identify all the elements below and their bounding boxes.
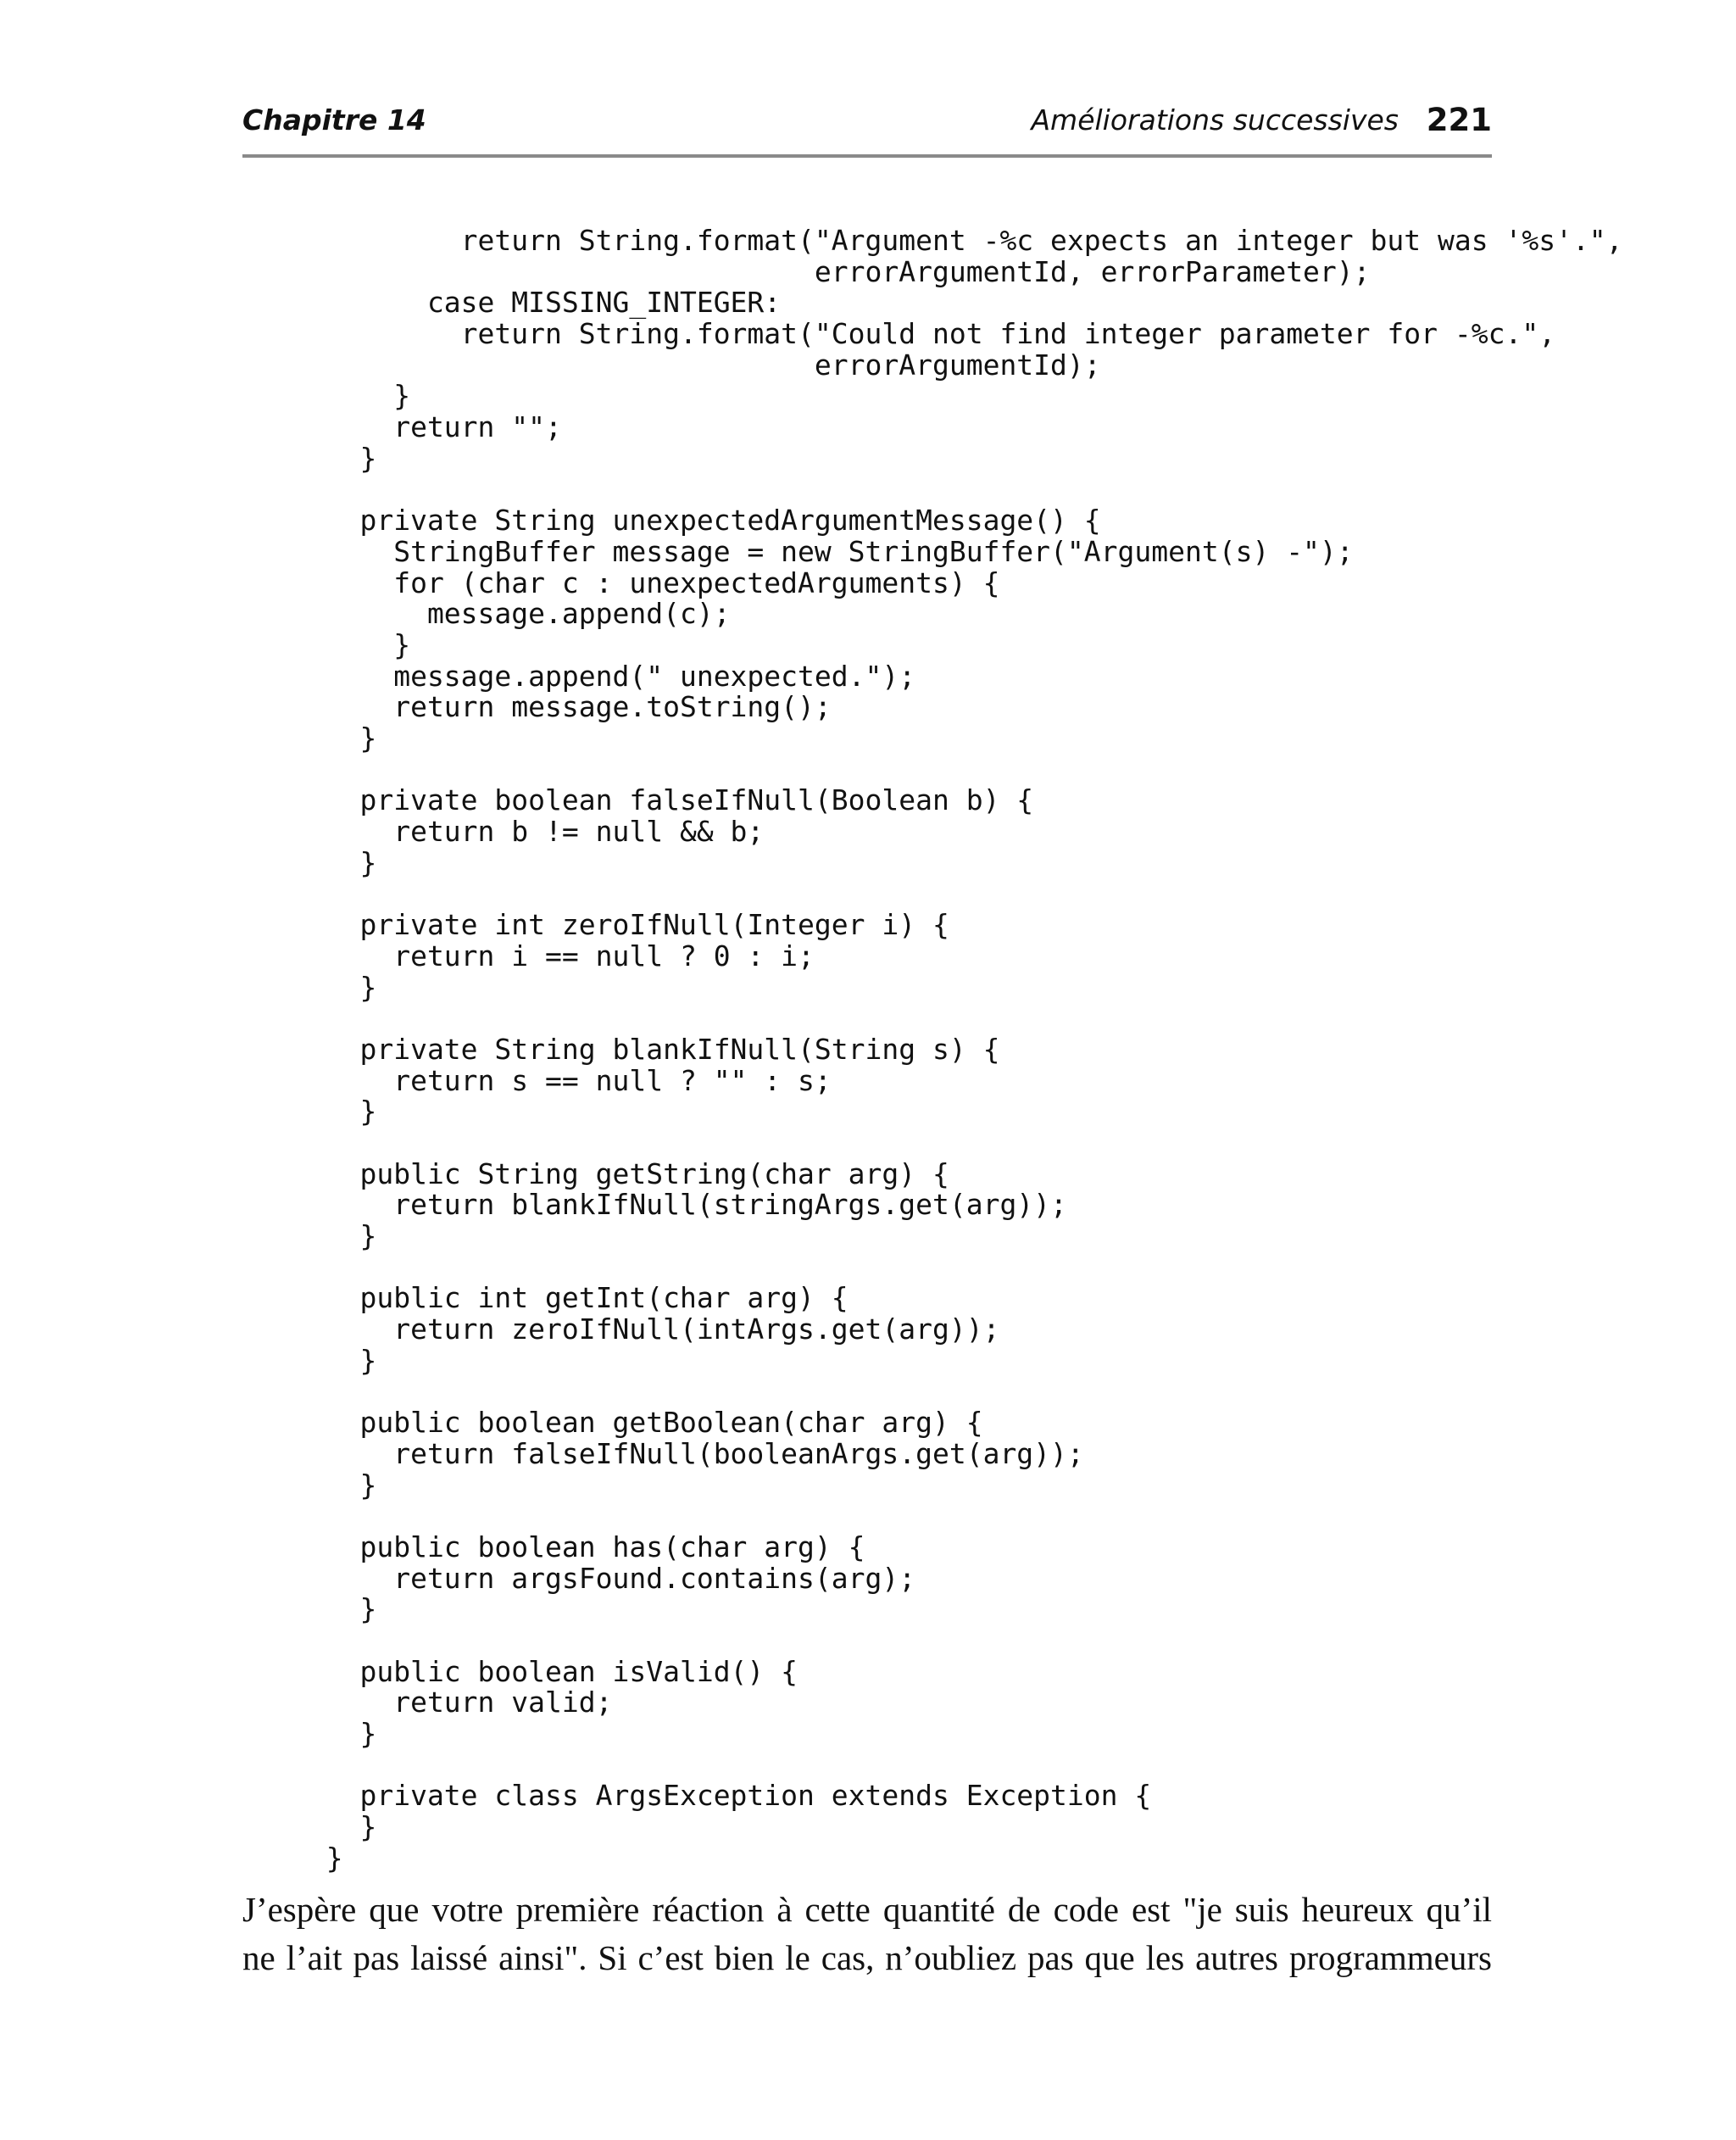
code-line: return argsFound.contains(arg); xyxy=(292,1561,916,1595)
code-line: return zeroIfNull(intArgs.get(arg)); xyxy=(292,1312,1000,1346)
code-line: message.append(c); xyxy=(292,597,731,631)
code-line: errorArgumentId); xyxy=(292,348,1101,382)
code-line xyxy=(292,878,1623,910)
code-line: } xyxy=(292,970,377,1004)
code-line: return blankIfNull(stringArgs.get(arg)); xyxy=(292,1188,1067,1222)
code-line xyxy=(292,1750,1623,1781)
body-paragraph xyxy=(242,1886,1492,1982)
chapter-label: Chapitre 14 xyxy=(242,103,426,137)
code-line: case MISSING_INTEGER: xyxy=(292,286,782,320)
code-line: return s == null ? "" : s; xyxy=(292,1063,832,1097)
code-line: return String.format("Could not find integer parameter for -%c.", xyxy=(292,317,1556,351)
code-line xyxy=(292,475,1623,506)
page-header xyxy=(242,100,1492,158)
code-line: } xyxy=(292,722,377,755)
code-line: return valid; xyxy=(292,1686,613,1719)
code-line: } xyxy=(292,1810,377,1844)
code-line: private class ArgsException extends Exception { xyxy=(292,1779,1152,1813)
body-line: ne l’ait pas laissé ainsi". Si c’est bien le cas, n’oubliez pas que les autres programmeurs xyxy=(242,1938,1492,1977)
code-line xyxy=(292,755,1623,786)
code-line: StringBuffer message = new StringBuffer("Argument(s) -"); xyxy=(292,534,1354,568)
code-line: } xyxy=(292,1219,377,1252)
code-line: } xyxy=(292,1717,377,1750)
section-title: Améliorations successives xyxy=(1031,103,1399,137)
code-line: return b != null && b; xyxy=(292,815,765,849)
code-line: } xyxy=(292,1841,343,1875)
code-line: } xyxy=(292,379,411,413)
code-line: } xyxy=(292,1095,377,1129)
code-line: public boolean has(char arg) { xyxy=(292,1530,865,1563)
code-line: return i == null ? 0 : i; xyxy=(292,939,815,972)
code-listing xyxy=(292,226,1623,1874)
code-line: return message.toString(); xyxy=(292,690,832,724)
code-line: private String blankIfNull(String s) { xyxy=(292,1032,1000,1066)
code-line xyxy=(292,1376,1623,1407)
page-number: 221 xyxy=(1426,102,1492,138)
code-line: public boolean getBoolean(char arg) { xyxy=(292,1406,983,1440)
code-line: public int getInt(char arg) { xyxy=(292,1281,849,1315)
code-line: public String getString(char arg) { xyxy=(292,1156,949,1190)
code-line: message.append(" unexpected."); xyxy=(292,659,916,693)
code-line: errorArgumentId, errorParameter); xyxy=(292,254,1371,288)
code-line xyxy=(292,1128,1623,1159)
body-line: J’espère que votre première réaction à cette quantité de code est "je suis heureux qu’il xyxy=(242,1890,1492,1929)
code-line: } xyxy=(292,1343,377,1377)
code-line: return ""; xyxy=(292,410,562,444)
code-line: } xyxy=(292,441,377,475)
code-line xyxy=(292,1501,1623,1532)
code-line: return falseIfNull(booleanArgs.get(arg)); xyxy=(292,1436,1084,1470)
code-line: public boolean isValid() { xyxy=(292,1654,798,1688)
code-line: } xyxy=(292,1592,377,1626)
code-line xyxy=(292,1252,1623,1284)
code-line: private boolean falseIfNull(Boolean b) { xyxy=(292,783,1034,817)
code-line: private String unexpectedArgumentMessage() { xyxy=(292,504,1101,538)
code-line: return String.format("Argument -%c expects an integer but was '%s'.", xyxy=(292,224,1623,257)
code-line: } xyxy=(292,845,377,879)
code-line: private int zeroIfNull(Integer i) { xyxy=(292,908,949,942)
code-line xyxy=(292,1625,1623,1657)
code-line xyxy=(292,1003,1623,1034)
code-line: } xyxy=(292,1468,377,1502)
code-line: for (char c : unexpectedArguments) { xyxy=(292,566,1000,599)
code-line: } xyxy=(292,627,411,661)
